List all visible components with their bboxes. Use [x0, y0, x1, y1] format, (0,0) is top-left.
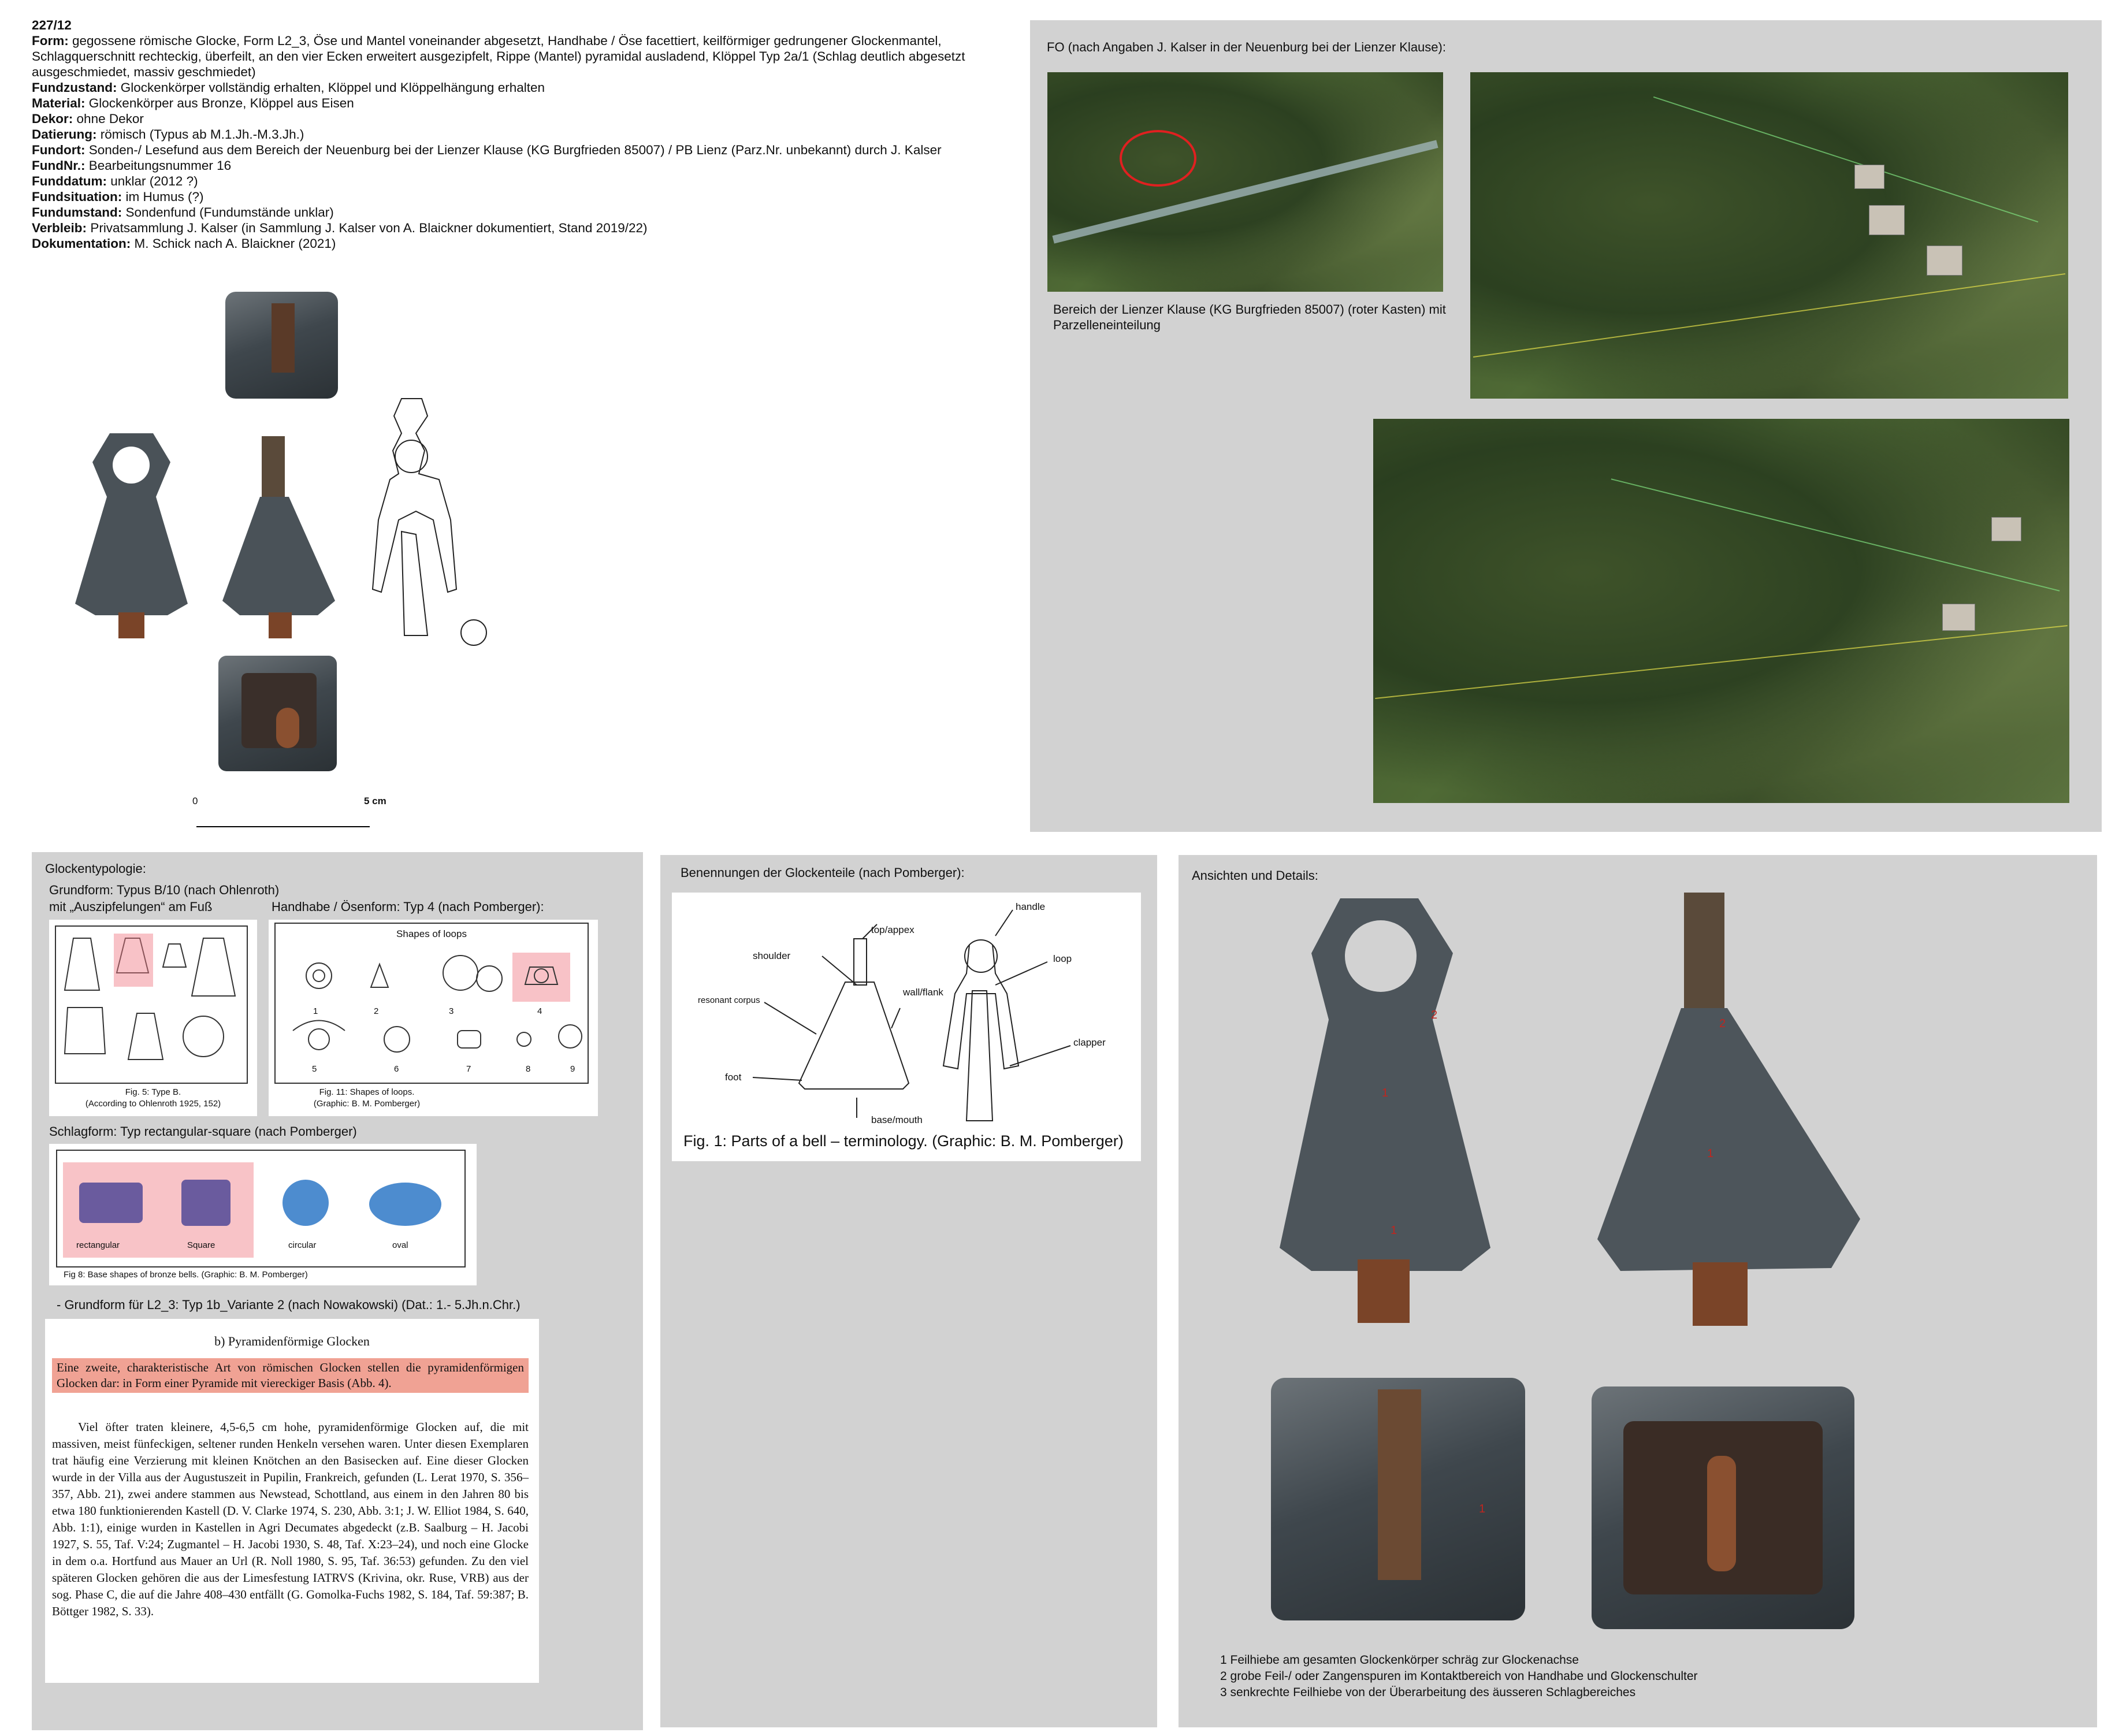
- label-base: base/mouth: [871, 1114, 923, 1125]
- detail-photo-front: [1271, 890, 1502, 1329]
- label-loop: loop: [1053, 953, 1072, 964]
- info-label: Form:: [32, 34, 69, 48]
- detail-note: 3 senkrechte Feilhiebe von der Überarbeitung des äusseren Schlagbereiches: [1220, 1686, 1636, 1699]
- info-value: Sonden-/ Lesefund aus dem Bereich der Neuenburg bei der Lienzer Klause (KG Burgfrieden 85007) / PB Lienz (Parz.Nr. unbekannt) durch J. Kalser: [88, 143, 942, 157]
- loop-number: 9: [570, 1064, 575, 1074]
- info-row: [32, 173, 979, 189]
- shape-label-oval: oval: [392, 1240, 408, 1250]
- loop-number: 4: [537, 1006, 542, 1016]
- info-value: im Humus (?): [125, 189, 204, 204]
- book-body: Viel öfter traten kleinere, 4,5-6,5 cm hohe, pyramidenförmige Glocken auf, die mit massiven, meist fünfeckigen, seltener runden Henkeln versehen waren. Unter diesen Exemplaren trat häufig eine Verzierung mit kleinen Knötchen an den Basisecken auf. Eine dieser Glocken wurde in der Villa aus der Augustuszeit in Pupilin, Frankreich, gefunden (L. Lerat 1970, S. 356–357, Abb. 21), zwei andere stammen aus Newstead, Schottland, aus einem in den Jahren 80 bis etwa 180 funktionierenden Kastell (D. V. Clarke 1974, S. 230, Abb. 3:1; J. W. Elliot 1984, S. 640, Abb. 1:1), einige wurden in Kastellen in Agri Decumates abgedeckt (z.B. Saalburg – H. Jacobi 1927, S. 55, Taf. V:24; Zugmantel – H. Jacobi 1930, S. 48, Taf. X:23–24), und noch eine Glocke in dem o.a. Hortfund aus Mauer an Url (R. Noll 1980, S. 95, Taf. 36:53) gefunden. Zu den viel späteren Glocken gehören die aus der Limesfestung IATRVS (Krivina, okr. Ruse, VRB) aus der sog. Phase C, die auf die Jahre 408–430 entfällt (G. Gomolka-Fuchs 1982, S. 184, Taf. 59:387; B. Böttger 1982, S. 33).: [52, 1420, 529, 1618]
- scale-bar: [196, 815, 370, 827]
- detail-note: 1 Feilhiebe am gesamten Glockenkörper schräg zur Glockenachse: [1220, 1653, 1579, 1667]
- handhabe-label: Handhabe / Ösenform: Typ 4 (nach Pomberger):: [272, 899, 544, 914]
- fig8-caption: Fig 8: Base shapes of bronze bells. (Graphic: B. M. Pomberger): [64, 1270, 308, 1280]
- mark-1-side: 1: [1707, 1147, 1714, 1160]
- info-label: Funddatum:: [32, 174, 107, 188]
- aerial-map-parcels: [1373, 419, 2069, 803]
- rectangular-shape: [79, 1183, 143, 1223]
- label-resonant: resonant corpus: [698, 995, 760, 1005]
- info-value: Glockenkörper vollständig erhalten, Klöppel und Klöppelhängung erhalten: [120, 80, 545, 95]
- info-row: [32, 189, 979, 205]
- bell-photo-side: [217, 433, 344, 641]
- info-label: Datierung:: [32, 127, 97, 142]
- book-excerpt: [45, 1319, 539, 1683]
- detail-notes: [1220, 1652, 1913, 1701]
- find-description: [32, 17, 979, 251]
- fig11-caption-a: Fig. 11: Shapes of loops.: [319, 1087, 415, 1097]
- label-handle: handle: [1016, 901, 1046, 912]
- detail-photo-top: [1271, 1378, 1525, 1620]
- info-value: Bearbeitungsnummer 16: [88, 158, 232, 173]
- nowakowski-label: - Grundform für L2_3: Typ 1b_Variante 2 (nach Nowakowski) (Dat.: 1.- 5.Jh.n.Chr.): [57, 1298, 521, 1312]
- circle-shape: [282, 1180, 329, 1226]
- fig11-caption-b: (Graphic: B. M. Pomberger): [313, 1099, 421, 1109]
- grundform-label-2: mit „Auszipfelungen“ am Fuß: [49, 899, 213, 914]
- label-foot: foot: [725, 1072, 742, 1083]
- catalog-number: 227/12: [32, 18, 72, 32]
- aerial-map-detail: [1470, 72, 2068, 399]
- info-row: [32, 33, 979, 80]
- info-row: [32, 95, 979, 111]
- shape-label-rectangular: rectangular: [76, 1240, 120, 1250]
- loop-number: 6: [394, 1064, 399, 1074]
- info-value: M. Schick nach A. Blaickner (2021): [134, 236, 336, 251]
- aerial-map-overview: [1047, 72, 1443, 292]
- mark-1-front-a: 1: [1382, 1087, 1389, 1099]
- typology-title: Glockentypologie:: [45, 861, 146, 876]
- info-row: [32, 111, 979, 127]
- info-row: [32, 236, 979, 251]
- info-value: unklar (2012 ?): [110, 174, 198, 188]
- square-shape: [181, 1180, 231, 1226]
- ohlenroth-figure: [49, 920, 257, 1116]
- info-row: [32, 142, 979, 158]
- info-value: römisch (Typus ab M.1.Jh.-M.3.Jh.): [100, 127, 304, 142]
- info-label: Dokumentation:: [32, 236, 131, 251]
- info-row: [32, 127, 979, 142]
- bell-photo-bottom-view: [218, 656, 337, 771]
- mark-1-front-b: 1: [1391, 1224, 1397, 1237]
- info-row: [32, 205, 979, 220]
- fig5-caption-b: (According to Ohlenroth 1925, 152): [85, 1099, 221, 1109]
- shape-label-circular: circular: [288, 1240, 317, 1250]
- detail-photo-side: [1589, 887, 1866, 1332]
- parts-title: Benennungen der Glockenteile (nach Pomberger):: [681, 865, 965, 880]
- info-label: Dekor:: [32, 111, 73, 126]
- info-value: Sondenfund (Fundumstände unklar): [125, 205, 334, 220]
- loop-number: 8: [526, 1064, 531, 1074]
- info-label: Fundumstand:: [32, 205, 122, 220]
- loop-number: 1: [313, 1006, 318, 1016]
- label-clapper: clapper: [1073, 1037, 1106, 1048]
- info-value: gegossene römische Glocke, Form L2_3, Öse und Mantel voneinander abgesetzt, Handhabe / Öse facettiert, keilförmiger gedrungener Glockenmantel, Schlagquerschnitt rechteckig, überfeilt, an den vier Ecken erweitert ausgezipfelt, Rippe (Mantel) pyramidal ausladend, Klöppel Typ 2a/1 (Schlag deutlich abgesetzt ausgeschmiedet, massiv geschmiedet): [32, 34, 965, 79]
- loop-shapes-figure: [269, 920, 598, 1116]
- detail-photo-bottom: [1592, 1386, 1854, 1629]
- oval-shape: [369, 1183, 441, 1226]
- book-highlight: Eine zweite, charakteristische Art von römischen Glocken stellen die pyramidenförmigen Glocken dar: in Form einer Pyramide mit viereckiger Basis (Abb. 4).: [52, 1358, 529, 1393]
- label-shoulder: shoulder: [753, 950, 791, 961]
- mark-2-front: 2: [1431, 1009, 1438, 1021]
- schlagform-label: Schlagform: Typ rectangular-square (nach Pomberger): [49, 1124, 357, 1139]
- info-label: Fundort:: [32, 143, 86, 157]
- bell-photo-top-view: [225, 292, 338, 399]
- shape-label-square: Square: [187, 1240, 215, 1250]
- book-heading: b) Pyramidenförmige Glocken: [214, 1334, 370, 1348]
- scale-zero: 0: [192, 795, 198, 806]
- fo-caption: Bereich der Lienzer Klause (KG Burgfrieden 85007) (roter Kasten) mit Parzelleneinteilung: [1053, 302, 1446, 332]
- loops-title: Shapes of loops: [396, 928, 467, 939]
- info-row: [32, 80, 979, 95]
- loop-number: 5: [312, 1064, 317, 1074]
- info-value: Glockenkörper aus Bronze, Klöppel aus Eisen: [88, 96, 354, 110]
- loop-number: 7: [466, 1064, 471, 1074]
- info-row: [32, 220, 979, 236]
- mark-1-top: 1: [1479, 1503, 1486, 1515]
- label-top: top/appex: [871, 924, 915, 935]
- detail-note: 2 grobe Feil-/ oder Zangenspuren im Kontaktbereich von Handhabe und Glockenschulter: [1220, 1670, 1698, 1683]
- loop-numbers: [274, 1006, 586, 1077]
- base-shapes-figure: [49, 1144, 477, 1285]
- fig5-caption-a: Fig. 5: Type B.: [125, 1087, 181, 1097]
- label-wall: wall/flank: [903, 987, 943, 998]
- mark-2-side: 2: [1719, 1017, 1726, 1030]
- fo-title: FO (nach Angaben J. Kalser in der Neuenburg bei der Lienzer Klause):: [1047, 40, 1446, 54]
- info-label: FundNr.:: [32, 158, 86, 173]
- bell-drawing: [358, 393, 497, 647]
- loop-number: 2: [374, 1006, 379, 1016]
- grundform-label: Grundform: Typus B/10 (nach Ohlenroth): [49, 883, 280, 897]
- info-value: ohne Dekor: [76, 111, 144, 126]
- details-title: Ansichten und Details:: [1192, 868, 1318, 883]
- info-label: Fundsituation:: [32, 189, 122, 204]
- loop-number: 3: [449, 1006, 454, 1016]
- info-label: Material:: [32, 96, 86, 110]
- info-row: [32, 158, 979, 173]
- info-value: Privatsammlung J. Kalser (in Sammlung J. Kalser von A. Blaickner dokumentiert, Stand 2019/22): [90, 221, 648, 235]
- parts-caption: Fig. 1: Parts of a bell – terminology. (Graphic: B. M. Pomberger): [683, 1132, 1124, 1150]
- parts-figure: [672, 893, 1141, 1161]
- scale-five: 5 cm: [364, 795, 386, 806]
- bell-photo-front: [69, 428, 194, 641]
- info-label: Verbleib:: [32, 221, 87, 235]
- highlighted-type: [114, 934, 153, 987]
- info-label: Fundzustand:: [32, 80, 117, 95]
- find-area-red-circle: [1120, 130, 1196, 187]
